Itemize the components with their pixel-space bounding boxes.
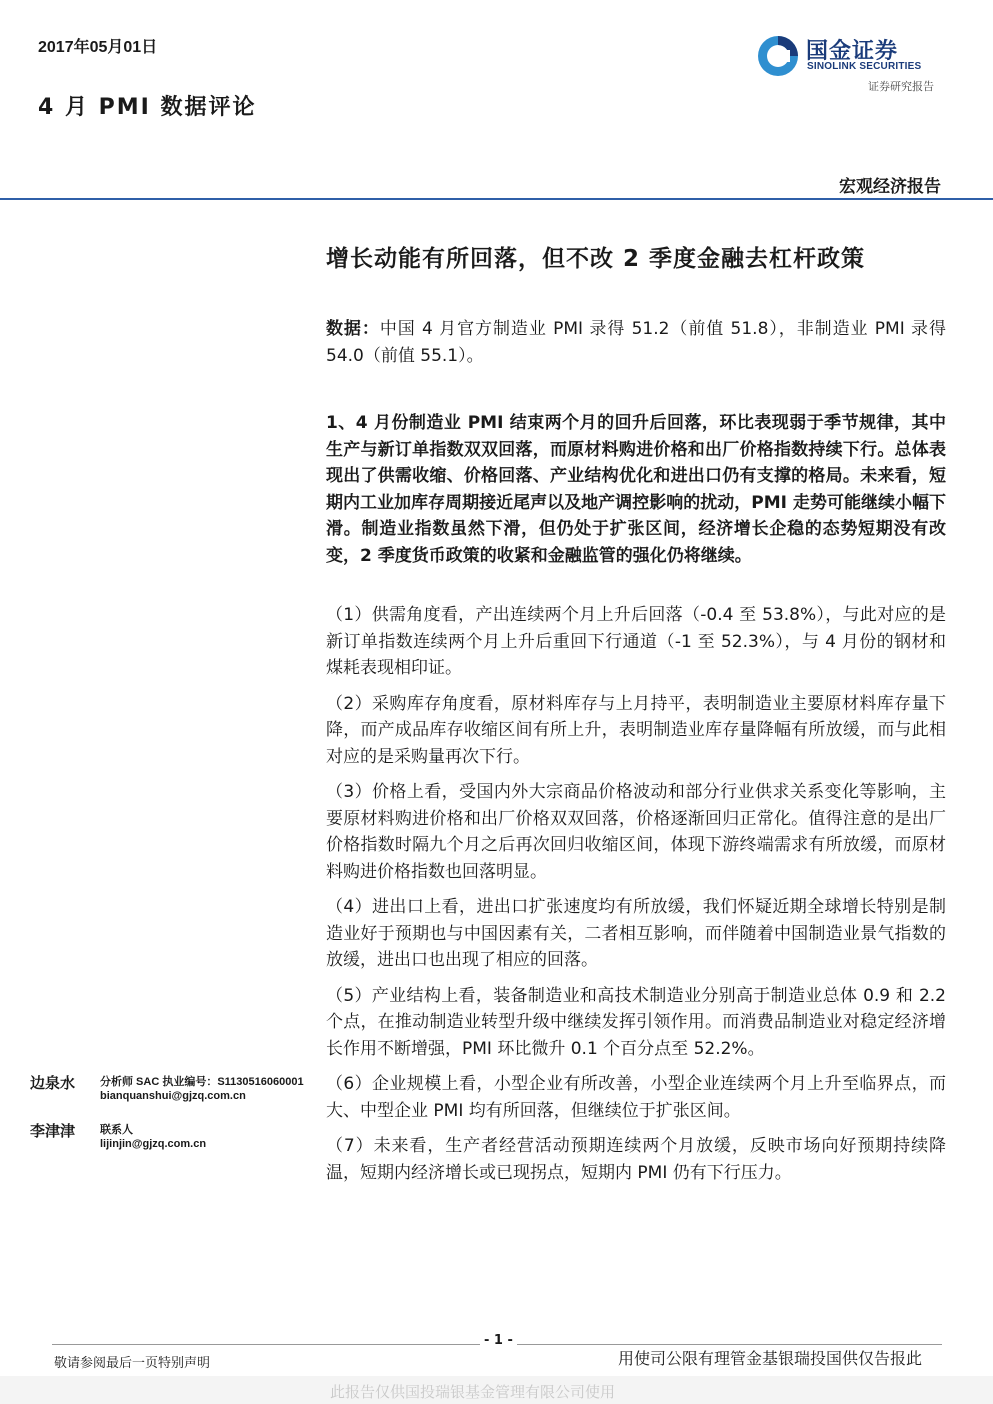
data-label: 数据： xyxy=(326,319,380,339)
contact-email[interactable]: lijinjin@gjzq.com.cn xyxy=(100,1138,207,1150)
report-title: 4 月 PMI 数据评论 xyxy=(38,95,257,120)
point-4: （4）进出口上看，进出口扩张速度均有所放缓，我们怀疑近期全球增长特别是制造业好于预期也与中国因素有关，二者相互影响，而伴随着中国制造业景气指数的放缓，进出口也出现了相应的回落。 xyxy=(326,897,946,970)
point-3: （3）价格上看，受国内外大宗商品价格波动和部分行业供求关系变化等影响，主要原材料购进价格和出厂价格双双回落，价格逐渐回归正常化。值得注意的是出厂价格指数时隔九个月之后再次回归收缩区间，体现下游终端需求有所放缓，而原材料购进价格指数也回落明显。 xyxy=(326,782,946,882)
watermark: 此报告仅供国投瑞银基金管理有限公司使用 xyxy=(330,1383,616,1401)
report-category: 宏观经济报告 xyxy=(839,177,941,197)
logo-name-cn: 国金证券 xyxy=(806,39,899,64)
data-text: 中国 4 月官方制造业 PMI 录得 51.2（前值 51.8），非制造业 PMI 录得 54.0（前值 55.1）。 xyxy=(326,319,946,366)
analyst-role: 分析师 SAC 执业编号：S1130516060001 xyxy=(100,1076,304,1088)
data-section xyxy=(326,316,946,369)
point-7: （7）未来看，生产者经营活动预期连续两个月放缓，反映市场向好预期持续降温，短期内经济增长或已现拐点，短期内 PMI 仍有下行压力。 xyxy=(326,1136,946,1183)
point-5: （5）产业结构上看，装备制造业和高技术制造业分别高于制造业总体 0.9 和 2.2 个点，在推动制造业转型升级中继续发挥引领作用。而消费品制造业对稳定经济增长作用不断增强，PMI 环比微升 0.1 个百分点至 52.2%。 xyxy=(326,985,946,1059)
point-1: （1）供需角度看，产出连续两个月上升后回落（-0.4 至 53.8%），与此对应的是新订单指数连续两个月上升后重回下行通道（-1 至 52.3%），与 4 月份的钢材和煤耗表现相印证。 xyxy=(326,605,946,678)
analyst-info xyxy=(100,1075,304,1103)
contact-info xyxy=(100,1123,206,1151)
header-divider xyxy=(0,198,993,200)
logo-name-en: SINOLINK SECURITIES xyxy=(807,61,922,72)
summary-paragraph: 1、4 月份制造业 PMI 结束两个月的回升后回落，环比表现弱于季节规律，其中生产与新订单指数双双回落，而原材料购进价格和出厂价格指数持续下行。总体表现出了供需收缩、价格回落、产业结构优化和进出口仍有支撑的格局。未来看，短期内工业加库存周期接近尾声以及地产调控影响的扰动，PMI 走势可能继续小幅下滑。制造业指数虽然下滑，但仍处于扩张区间，经济增长企稳的态势短期没有改变，2 季度货币政策的收紧和金融监管的强化仍将继续。 xyxy=(326,413,946,566)
contact-name: 李津津 xyxy=(30,1122,76,1140)
analysis-points xyxy=(326,602,946,1195)
analyst-name: 边泉水 xyxy=(30,1074,76,1092)
page-number: - 1 - xyxy=(480,1333,517,1348)
company-logo xyxy=(756,32,956,102)
point-6: （6）企业规模上看，小型企业有所改善，小型企业连续两个月上升至临界点，而大、中型企业 PMI 均有所回落，但继续位于扩张区间。 xyxy=(326,1074,946,1121)
footer-mirrored-text: 用使司公限有理管金基银瑞投国供仅告报此 xyxy=(618,1349,923,1368)
logo-subtitle: 证券研究报告 xyxy=(868,80,934,93)
report-date: 2017年05月01日 xyxy=(38,39,158,56)
point-2: （2）采购库存角度看，原材料库存与上月持平，表明制造业主要原材料库存量下降，而产成品库存收缩区间有所上升，表明制造业库存量降幅有所放缓，而与此相对应的是采购量再次下行。 xyxy=(326,693,946,767)
headline: 增长动能有所回落，但不改 2 季度金融去杠杆政策 xyxy=(326,246,866,272)
sinolink-logo-icon xyxy=(756,34,800,78)
contact-role: 联系人 xyxy=(100,1124,133,1136)
analyst-email[interactable]: bianquanshui@gjzq.com.cn xyxy=(100,1090,246,1102)
footer-notice: 敬请参阅最后一页特别声明 xyxy=(54,1356,211,1371)
